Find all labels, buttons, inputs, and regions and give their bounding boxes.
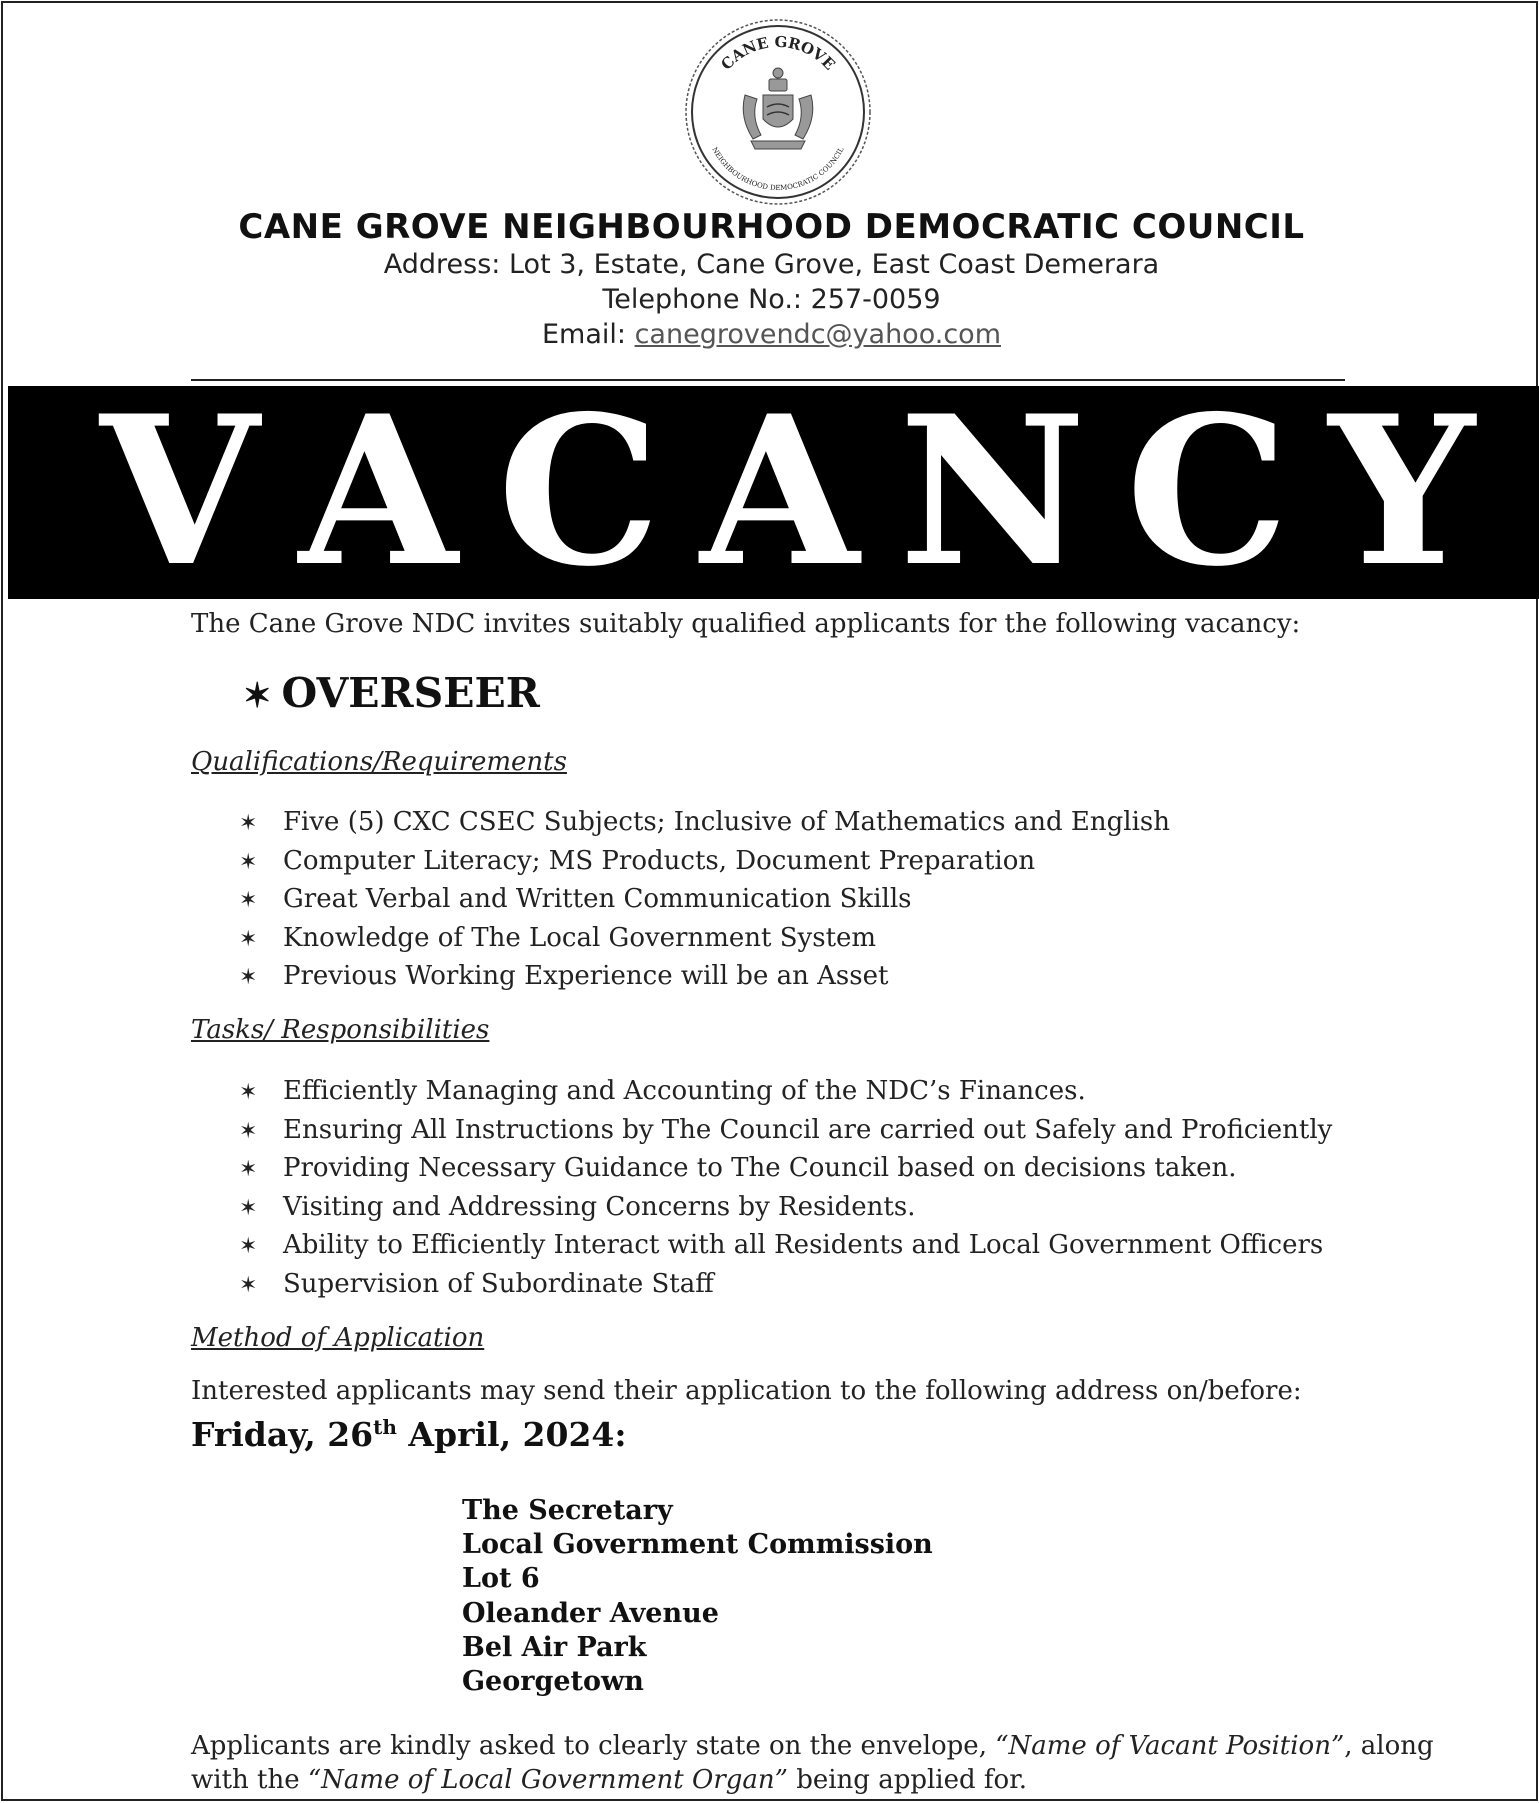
star-bullet-icon: ✶ (239, 1272, 258, 1298)
list-item: ✶ Knowledge of The Local Government System (239, 919, 1170, 958)
intro-text: The Cane Grove NDC invites suitably qualified applicants for the following vacancy: (191, 609, 1301, 639)
star-bullet-icon: ✶ (239, 965, 258, 991)
star-bullet-icon: ✶ (239, 1118, 258, 1144)
svg-text:CANE GROVE: CANE GROVE (717, 32, 839, 74)
banner-letter: C (497, 372, 661, 612)
list-item: ✶ Supervision of Subordinate Staff (239, 1265, 1332, 1304)
address-line: Bel Air Park (462, 1631, 647, 1663)
star-bullet-icon: ✶ (239, 926, 258, 952)
star-bullet-icon: ✶ (239, 1234, 258, 1260)
banner-letter: V (100, 372, 260, 612)
banner-letter: N (898, 372, 1087, 612)
star-bullet-icon: ✶ (239, 1080, 258, 1105)
banner-letter: A (298, 372, 458, 612)
star-bullet-icon: ✶ (243, 676, 272, 716)
banner-letter: Y (1328, 372, 1475, 612)
council-address: Address: Lot 3, Estate, Cane Grove, East Coast Demerara (383, 249, 1160, 280)
list-item: ✶ Visiting and Addressing Concerns by Residents. (239, 1188, 1332, 1227)
list-item: ✶ Computer Literacy; MS Products, Document Preparation (239, 842, 1170, 881)
address-line: Oleander Avenue (462, 1597, 719, 1629)
position-title (243, 669, 540, 717)
star-bullet-icon: ✶ (239, 811, 258, 836)
email-link[interactable]: canegrovendc@yahoo.com (634, 319, 1001, 350)
email-label: Email: (541, 319, 635, 350)
closing-instructions: Applicants are kindly asked to clearly state on the envelope, “Name of Vacant Position”, along with the “Name of Local Government Organ” being applied for. (191, 1731, 1434, 1795)
address-line: Local Government Commission (462, 1529, 933, 1561)
position-name: OVERSEER (281, 669, 540, 717)
council-seal-icon (683, 17, 873, 207)
banner-letter: A (700, 372, 860, 612)
vacancy-banner (8, 372, 1539, 612)
banner-letter: C (1125, 372, 1289, 612)
list-item: ✶ Previous Working Experience will be an Asset (239, 957, 1170, 996)
tasks-list (239, 1072, 1332, 1304)
list-item: ✶ Ability to Efficiently Interact with all Residents and Local Government Officers (239, 1226, 1332, 1265)
address-line: The Secretary (462, 1495, 673, 1526)
list-item: ✶ Providing Necessary Guidance to The Council based on decisions taken. (239, 1149, 1332, 1188)
mailing-address (462, 1494, 933, 1699)
address-line: Lot 6 (462, 1563, 540, 1595)
address-line: Georgetown (462, 1665, 644, 1697)
vacancy-notice (1, 1, 1538, 1801)
list-item: ✶ Great Verbal and Written Communication Skills (239, 880, 1170, 919)
council-email-line (3, 319, 1539, 350)
qualifications-heading: Qualifications/Requirements (191, 747, 567, 777)
method-heading: Method of Application (191, 1323, 485, 1353)
list-item: ✶ Ensuring All Instructions by The Council are carried out Safely and Proficiently (239, 1111, 1332, 1150)
list-item: ✶ Efficiently Managing and Accounting of the NDC’s Finances. (239, 1072, 1332, 1111)
star-bullet-icon: ✶ (239, 1157, 258, 1183)
tasks-heading: Tasks/ Responsibilities (191, 1015, 490, 1045)
council-seal (683, 17, 873, 207)
council-telephone: Telephone No.: 257-0059 (602, 284, 941, 315)
council-name: CANE GROVE NEIGHBOURHOOD DEMOCRATIC COUNCIL (238, 207, 1305, 247)
method-text: Interested applicants may send their application to the following address on/before: (191, 1376, 1302, 1406)
svg-text:NEIGHBOURHOOD DEMOCRATIC COUNC: NEIGHBOURHOOD DEMOCRATIC COUNCIL (710, 145, 846, 193)
star-bullet-icon: ✶ (239, 849, 258, 875)
list-item: ✶ Five (5) CXC CSEC Subjects; Inclusive of Mathematics and English (239, 803, 1170, 842)
star-bullet-icon: ✶ (239, 1195, 258, 1221)
deadline-date: Friday, 26th April, 2024: (191, 1415, 627, 1454)
star-bullet-icon: ✶ (239, 888, 258, 914)
qualifications-list (239, 803, 1170, 996)
